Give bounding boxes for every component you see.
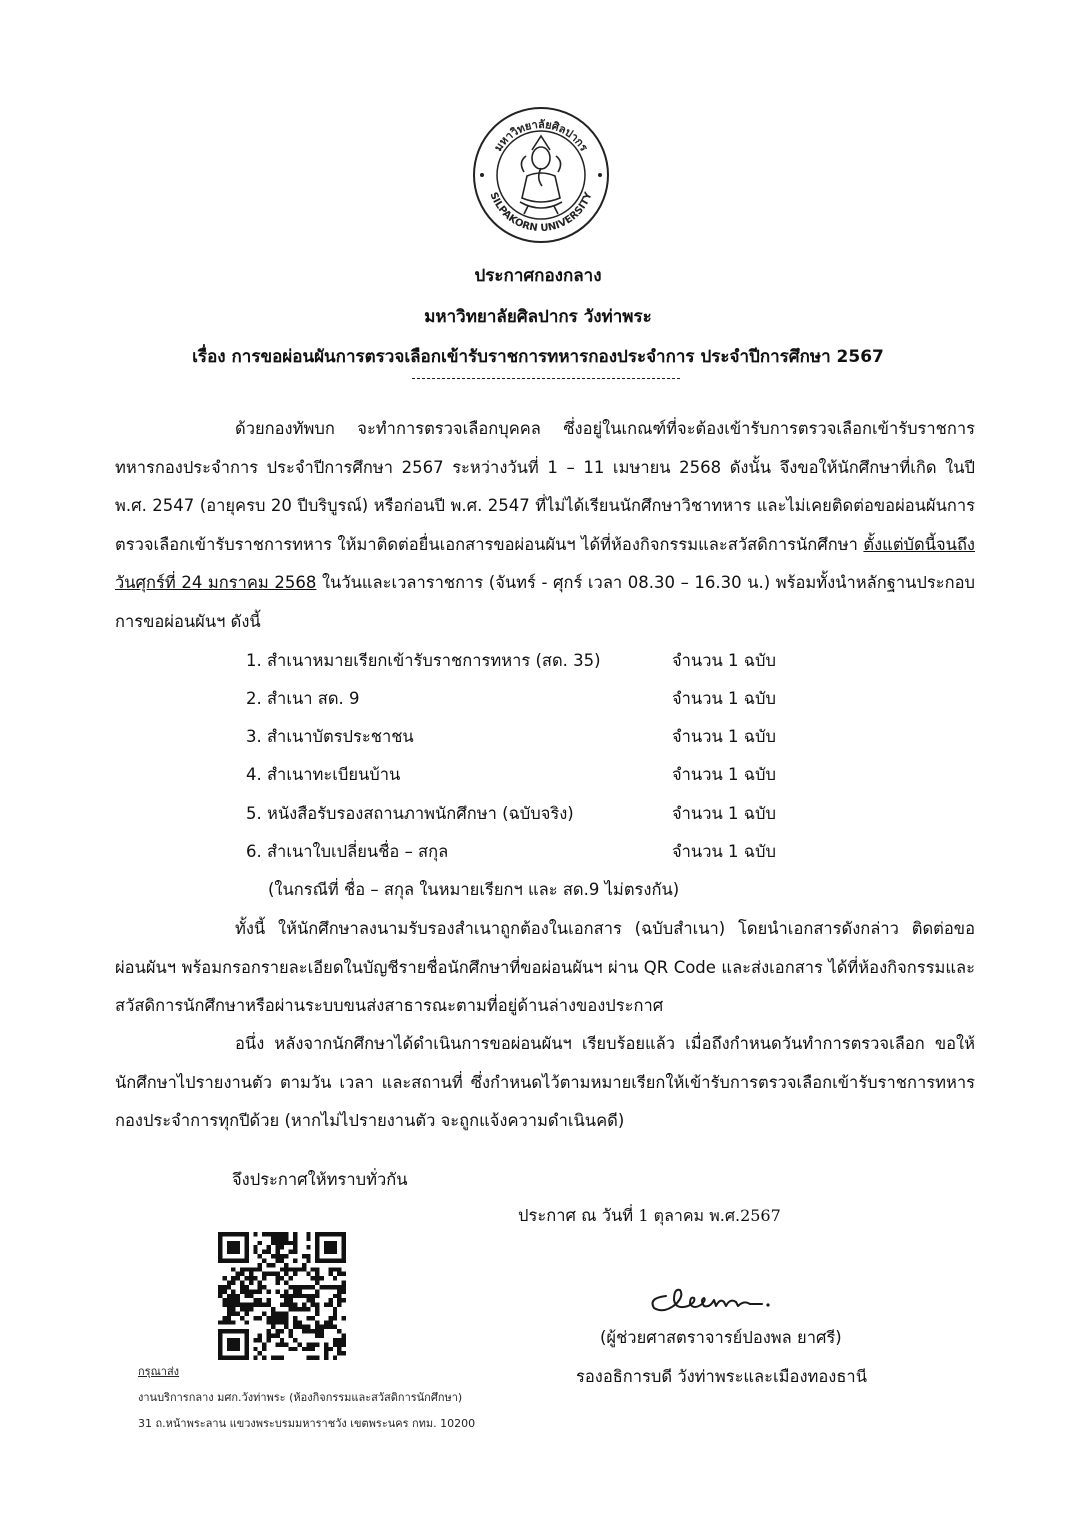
paragraph-intro bbox=[115, 410, 975, 641]
subject-heading: เรื่อง การขอผ่อนผันการตรวจเลือกเข้ารับราชการทหารกองประจำการ ประจำปีการศึกษา 2567 bbox=[192, 347, 884, 367]
signer-name: (ผู้ช่วยศาสตราจารย์ปองพล ยาศรี) bbox=[600, 1328, 842, 1347]
instructions-text: ทั้งนี้ ให้นักศึกษาลงนามรับรองสำเนาถูกต้องในเอกสาร (ฉบับสำเนา) โดยนำเอกสารดังกล่าว ติดต่อขอผ่อนผันฯ พร้อมกรอกรายละเอียดในบัญชีรายชื่อนักศึกษาที่ขอผ่อนผันฯ ผ่าน QR Code และส่งเอกสาร ได้ที่ห้องกิจกรรมและสวัสดิการนักศึกษาหรือผ่านระบบขนส่งสาธารณะตามที่อยู่ด้านล่างของประกาศ bbox=[115, 919, 975, 1015]
list-item-label: 2. สำเนา สด. 9 bbox=[246, 689, 360, 708]
list-item bbox=[246, 680, 866, 718]
heading-divider bbox=[412, 378, 680, 379]
reminder-text: อนึ่ง หลังจากนักศึกษาได้ดำเนินการขอผ่อนผันฯ เรียบร้อยแล้ว เมื่อถึงกำหนดวันทำการตรวจเลือก ขอให้นักศึกษาไปรายงานตัว ตามวัน เวลา และสถานที่ ซึ่งกำหนดไว้ตามหมายเรียกให้เข้ารับการตรวจเลือกเข้ารับราชการทหารกองประจำการทุกปีด้วย (หากไม่ไปรายงานตัว จะถูกแจ้งความดำเนินคดี) bbox=[115, 1034, 975, 1130]
university-heading: มหาวิทยาลัยศิลปากร วังท่าพระ bbox=[424, 307, 652, 327]
list-item bbox=[246, 718, 866, 756]
list-item bbox=[246, 756, 866, 794]
list-item-label: 1. สำเนาหมายเรียกเข้ารับราชการทหาร (สด. 35) bbox=[246, 651, 601, 670]
address-label: กรุณาส่ง bbox=[138, 1365, 180, 1378]
paragraph-reminder bbox=[115, 1025, 975, 1141]
list-item-label: 5. หนังสือรับรองสถานภาพนักศึกษา (ฉบับจริง) bbox=[246, 804, 574, 823]
office-heading: ประกาศกองกลาง bbox=[474, 266, 602, 286]
seal-text-top: มหาวิทยาลัยศิลปากร bbox=[491, 117, 591, 154]
signature-mark-icon bbox=[640, 1278, 790, 1322]
announcement-date bbox=[518, 1203, 781, 1229]
intro-text-end: ในวันและเวลาราชการ (จันทร์ - ศุกร์ เวลา 08.30 – 16.30 น.) พร้อมทั้งนำหลักฐานประกอบการขอผ่อนผันฯ ดังนี้ bbox=[115, 573, 975, 631]
list-item-label: 6. สำเนาใบเปลี่ยนชื่อ – สกุล bbox=[246, 842, 449, 861]
address-line-2: 31 ถ.หน้าพระลาน แขวงพระบรมมหาราชวัง เขตพระนคร กทม. 10200 bbox=[138, 1417, 476, 1430]
list-item bbox=[246, 795, 866, 833]
list-item bbox=[246, 833, 866, 871]
list-item-qty: จำนวน 1 ฉบับ bbox=[672, 727, 776, 746]
list-item-qty: จำนวน 1 ฉบับ bbox=[672, 842, 776, 861]
address-line-1: งานบริการกลาง มศก.วังท่าพระ (ห้องกิจกรรมและสวัสดิการนักศึกษา) bbox=[138, 1391, 463, 1404]
list-item-label: 3. สำเนาบัตรประชาชน bbox=[246, 727, 414, 746]
qr-code-icon[interactable] bbox=[218, 1232, 346, 1360]
signer-position: รองอธิการบดี วังท่าพระและเมืองทองธานี bbox=[576, 1367, 867, 1386]
closing-announcement: จึงประกาศให้ทราบทั่วกัน bbox=[232, 1170, 408, 1189]
deadline-text: ตั้งแต่บัดนี้จนถึง วันศุกร์ที่ 24 มกราคม 2568 bbox=[115, 534, 975, 592]
paragraph-instructions bbox=[115, 910, 975, 1026]
list-item-qty: จำนวน 1 ฉบับ bbox=[672, 689, 776, 708]
date-prefix: ประกาศ ณ วันที่ bbox=[518, 1206, 634, 1225]
date-value: 1 ตุลาคม พ.ศ.2567 bbox=[638, 1206, 781, 1225]
list-item-label: 4. สำเนาทะเบียนบ้าน bbox=[246, 765, 401, 784]
seal-text-bottom: SILPAKORN UNIVERSITY bbox=[487, 190, 595, 235]
list-item-qty: จำนวน 1 ฉบับ bbox=[672, 765, 776, 784]
list-note: (ในกรณีที่ ชื่อ – สกุล ในหมายเรียกฯ และ สด.9 ไม่ตรงกัน) bbox=[268, 880, 680, 899]
list-item-qty: จำนวน 1 ฉบับ bbox=[672, 804, 776, 823]
university-seal-icon bbox=[472, 106, 610, 244]
list-item-qty: จำนวน 1 ฉบับ bbox=[672, 651, 776, 670]
list-item bbox=[246, 642, 866, 680]
intro-text-start: ด้วยกองทัพบก จะทำการตรวจเลือกบุคคล ซึ่งอยู่ในเกณฑ์ที่จะต้องเข้ารับการตรวจเลือกเข้ารับราชการทหารกองประจำการ ประจำปีการศึกษา 2567 ระหว่างวันที่ 1 – 11 เมษายน 2568 ดังนั้น จึงขอให้นักศึกษาที่เกิด ในปี พ.ศ. 2547 (อายุครบ 20 ปีบริบูรณ์) หรือก่อนปี พ.ศ. 2547 ที่ไม่ได้เรียนนักศึกษาวิชาทหาร และไม่เคยติดต่อขอผ่อนผันการตรวจเลือกเข้ารับราชการทหาร ให้มาติดต่อยื่นเอกสารขอผ่อนผันฯ ได้ที่ห้องกิจกรรมและสวัสดิการนักศึกษา bbox=[115, 419, 975, 554]
